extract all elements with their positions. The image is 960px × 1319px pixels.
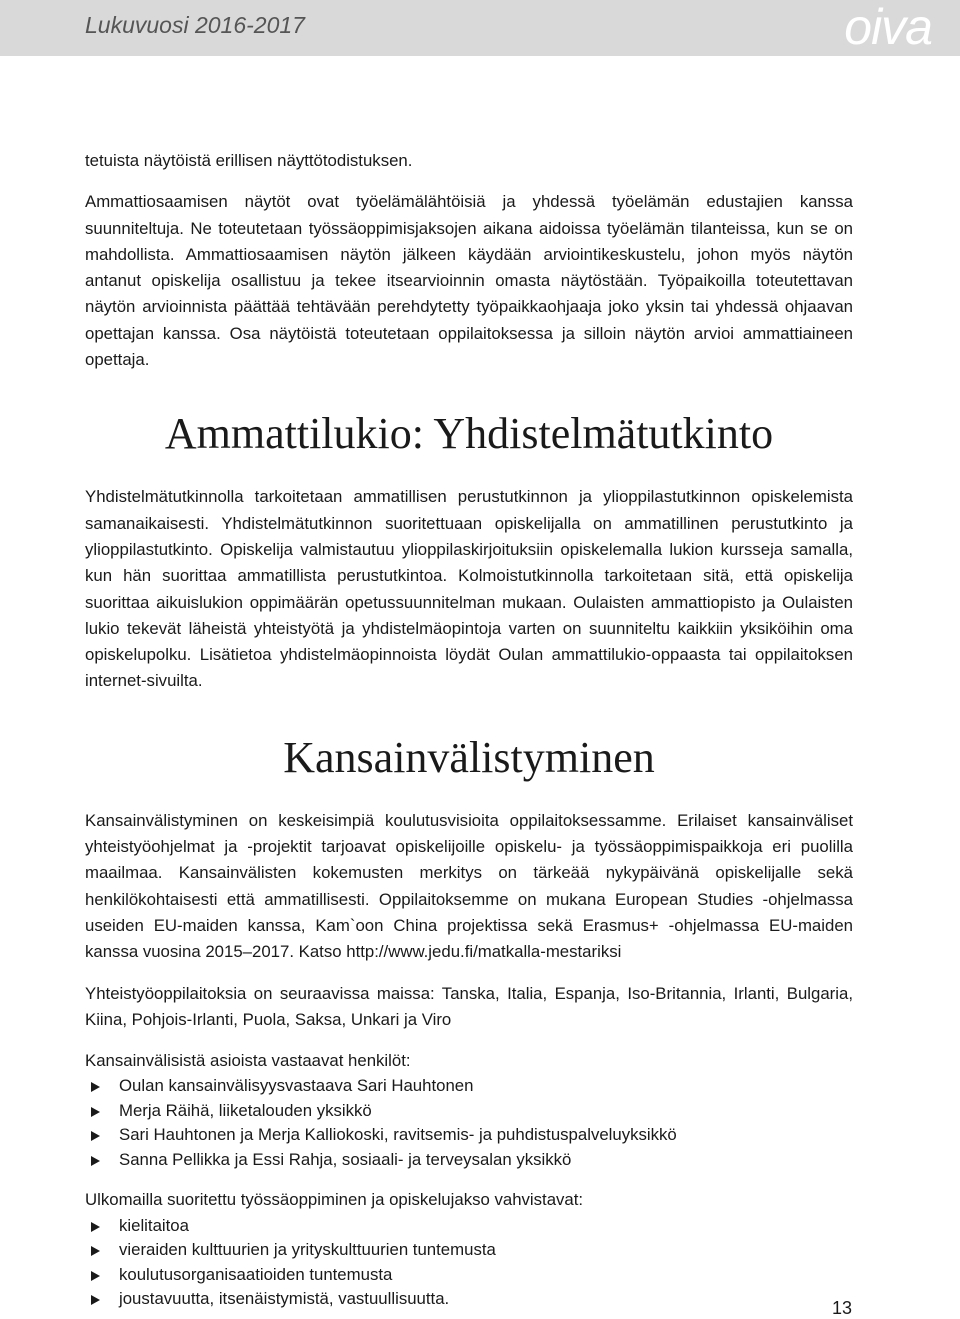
- benefits-intro: Ulkomailla suoritettu työssäoppiminen ja opiskelujakso vahvistavat:: [85, 1190, 584, 1210]
- ammattilukio-paragraph: Yhdistelmätutkinnolla tarkoitetaan ammatillisen perustutkinnon ja ylioppilastutkinnon opiskelemista samanaikaisesti. Yhdistelmätutkinnon suoritettuaan opiskelijalla on ammatillinen perustutkinto ja ylioppilastutkinto. Opiskelija valmistautuu ylioppilaskirjoituksiin opiskelemalla lukion kursseja samalla, kun hän suorittaa ammatillista perustutkintoa. Kolmoistutkinnolla tarkoitetaan sitä, että opiskelija suorittaa aikuislukion oppimäärän opetussuunnitelman mukaan. Oulaisten ammattiopisto ja Oulaisten lukio tekevät läheistä yhteistyötä ja yhdistelmäopintoja varten on suunniteltu kaikkiin yksiköihin oma opiskelupolku. Lisätietoa yhdistelmäopinnoista löydät Oulan ammattilukio-oppaasta tai oppilaitoksen internet-sivuilta.: [85, 487, 853, 691]
- page-header: [0, 0, 960, 56]
- list-item-text: Oulan kansainvälisyysvastaava Sari Hauhtonen: [119, 1076, 474, 1096]
- list-item: [85, 1214, 853, 1239]
- list-item-text: Sari Hauhtonen ja Merja Kalliokoski, ravitsemis- ja puhdistuspalveluyksikkö: [119, 1125, 677, 1145]
- contacts-intro: Kansainvälisistä asioista vastaavat henkilöt:: [85, 1051, 411, 1071]
- page-number: 13: [831, 1298, 852, 1318]
- intro-paragraph-2: Ammattiosaamisen näytöt ovat työelämälähtöisiä ja yhdessä työelämän edustajien kanssa suunniteltuja. Ne toteutetaan työssäoppimisjaksojen aikana aidoissa työelämän tilanteissa, kun se on mahdollista. Ammattiosaamisen näytön jälkeen käydään arviointikeskustelu, johon myös näytön antanut opiskelija osallistuu ja tekee itsearvioinnin omasta näytöstään. Työpaikoilla toteutettavan näytön arvioinnista päättää tehtävään perehdytetty työpaikkaohjaaja joko yksin tai yhdessä ohjaavan opettajan kanssa. Osa näytöistä toteutetaan oppilaitoksessa ja silloin näytön arvioi ammattiaineen opettaja.: [85, 192, 853, 370]
- triangle-bullet-icon: [91, 1271, 100, 1281]
- section-heading-ammattilukio: Ammattilukio: Yhdistelmätutkinto: [164, 409, 774, 459]
- oiva-logo: oiva: [844, 0, 932, 55]
- list-item: [85, 1123, 853, 1148]
- intro-paragraph-1: tetuista näytöistä erillisen näyttötodistuksen.: [85, 151, 413, 170]
- triangle-bullet-icon: [91, 1246, 100, 1256]
- list-item-text: Sanna Pellikka ja Essi Rahja, sosiaali- ja terveysalan yksikkö: [119, 1149, 572, 1169]
- triangle-bullet-icon: [91, 1156, 100, 1166]
- contacts-list: [85, 1074, 853, 1172]
- benefits-list: [85, 1214, 853, 1312]
- list-item: [85, 1148, 853, 1173]
- section-heading-kansainvalistyminen: Kansainvälistyminen: [283, 732, 655, 782]
- list-item: [85, 1287, 853, 1312]
- list-item-text: kielitaitoa: [119, 1215, 189, 1235]
- triangle-bullet-icon: [91, 1107, 100, 1117]
- triangle-bullet-icon: [91, 1082, 100, 1092]
- list-item-text: koulutusorganisaatioiden tuntemusta: [119, 1264, 393, 1284]
- list-item: [85, 1099, 853, 1124]
- kansainvalistyminen-paragraph-2: Yhteistyöoppilaitoksia on seuraavissa maissa: Tanska, Italia, Espanja, Iso-Britannia, Irlanti, Bulgaria, Kiina, Pohjois-Irlanti, Puola, Saksa, Unkari ja Viro: [85, 983, 853, 1029]
- triangle-bullet-icon: [91, 1222, 100, 1232]
- page-content: [85, 148, 853, 1312]
- list-item: [85, 1238, 853, 1263]
- list-item: [85, 1074, 853, 1099]
- list-item-text: vieraiden kulttuurien ja yrityskulttuurien tuntemusta: [119, 1240, 496, 1260]
- list-item: [85, 1263, 853, 1288]
- triangle-bullet-icon: [91, 1295, 100, 1305]
- list-item-text: Merja Räihä, liiketalouden yksikkö: [119, 1100, 372, 1120]
- kansainvalistyminen-paragraph-1: Kansainvälistyminen on keskeisimpiä koulutusvisioita oppilaitoksessamme. Erilaiset kansainväliset yhteistyöohjelmat ja -projektit tarjoavat opiskelijoille opiskelu- ja työssäoppimispaikkoja eri puolilla maailmaa. Kansainvälisten kokemusten merkitys on tärkeää nykypäivänä opiskelijalle sekä henkilökohtaisesti että ammatillisesti. Oppilaitoksemme on mukana European Studies -ohjelmassa useiden EU-maiden kanssa, Kam`oon China projektissa sekä Erasmus+ -ohjelmassa EU-maiden kanssa vuosina 2015–2017. Katso http://www.jedu.fi/matkalla-mestariksi: [85, 810, 853, 962]
- triangle-bullet-icon: [91, 1131, 100, 1141]
- header-title: Lukuvuosi 2016-2017: [85, 12, 305, 38]
- list-item-text: joustavuutta, itsenäistymistä, vastuullisuutta.: [119, 1289, 450, 1309]
